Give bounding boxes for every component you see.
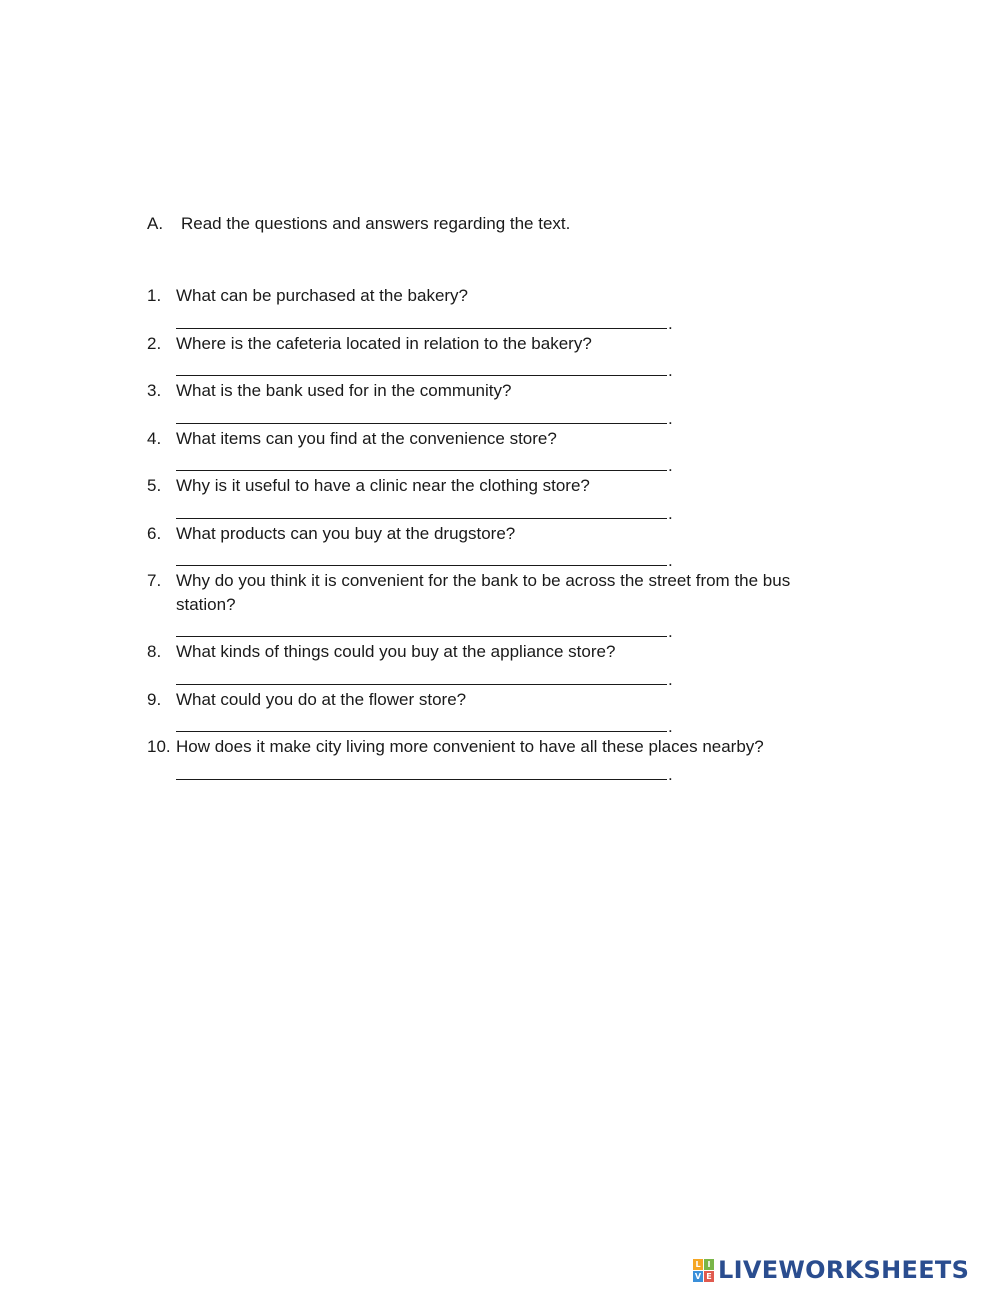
question-item <box>147 332 847 380</box>
answer-rule[interactable] <box>176 406 667 424</box>
answer-rule[interactable] <box>176 762 667 780</box>
question-number: 8. <box>147 642 162 661</box>
answer-period: . <box>668 764 673 784</box>
section-instruction: Read the questions and answers regarding the text. <box>181 214 571 233</box>
answer-rule[interactable] <box>176 619 667 637</box>
liveworksheets-brand <box>693 1256 969 1284</box>
question-number: 6. <box>147 523 162 543</box>
question-text: Why is it useful to have a clinic near the clothing store? <box>176 476 590 495</box>
answer-rule[interactable] <box>176 358 667 376</box>
question-text: How does it make city living more convenient to have all these places nearby? <box>176 737 764 756</box>
answer-blank[interactable] <box>176 545 847 570</box>
logo-tile: L <box>693 1259 703 1270</box>
question-number: 3. <box>147 381 162 400</box>
answer-blank[interactable] <box>176 498 847 523</box>
question-item <box>147 379 847 428</box>
logo-tile: E <box>704 1271 714 1282</box>
answer-rule[interactable] <box>176 311 667 329</box>
answer-blank[interactable] <box>176 711 847 736</box>
question-number: 2. <box>147 333 162 353</box>
answer-period: . <box>668 503 673 523</box>
question-number: 9. <box>147 689 162 709</box>
liveworksheets-logo-icon <box>693 1259 714 1282</box>
answer-blank[interactable] <box>176 616 847 641</box>
answer-period: . <box>668 408 673 428</box>
answer-period: . <box>668 669 673 689</box>
answer-blank[interactable] <box>176 308 847 333</box>
answer-blank[interactable] <box>176 759 847 784</box>
question-text: Why do you think it is convenient for the bank to be across the street from the bus station? <box>176 571 791 614</box>
question-text: Where is the cafeteria located in relation to the bakery? <box>176 333 592 353</box>
answer-rule[interactable] <box>176 453 667 471</box>
answer-blank[interactable] <box>176 450 847 475</box>
question-item <box>147 427 847 475</box>
answer-rule[interactable] <box>176 501 667 519</box>
brand-wordmark: LIVEWORKSHEETS <box>718 1256 970 1284</box>
answer-rule[interactable] <box>176 714 667 732</box>
answer-period: . <box>668 717 673 736</box>
question-text: What kinds of things could you buy at the appliance store? <box>176 642 616 661</box>
question-number: 5. <box>147 476 162 495</box>
answer-rule[interactable] <box>176 667 667 685</box>
question-item <box>147 640 847 689</box>
question-number: 10. <box>147 737 171 756</box>
question-item <box>147 474 847 523</box>
question-item <box>147 688 847 736</box>
answer-blank[interactable] <box>176 403 847 428</box>
answer-rule[interactable] <box>176 548 667 566</box>
question-text: What could you do at the flower store? <box>176 689 467 709</box>
section-heading <box>147 213 570 235</box>
answer-period: . <box>668 551 673 570</box>
question-text: What items can you find at the convenience store? <box>176 428 557 448</box>
answer-blank[interactable] <box>176 664 847 689</box>
question-item <box>147 284 847 333</box>
question-item <box>147 522 847 570</box>
answer-period: . <box>668 361 673 380</box>
logo-tile: I <box>704 1259 714 1270</box>
answer-period: . <box>668 622 673 641</box>
question-item <box>147 569 847 641</box>
question-number: 4. <box>147 428 162 448</box>
question-item <box>147 735 847 784</box>
question-text: What products can you buy at the drugstore? <box>176 523 516 543</box>
answer-period: . <box>668 313 673 333</box>
answer-period: . <box>668 456 673 475</box>
answer-blank[interactable] <box>176 355 847 380</box>
question-text: What can be purchased at the bakery? <box>176 286 469 305</box>
question-text: What is the bank used for in the community? <box>176 381 512 400</box>
question-number: 1. <box>147 286 162 305</box>
question-list <box>147 284 847 783</box>
question-number: 7. <box>147 571 162 590</box>
section-letter: A. <box>147 214 164 233</box>
logo-tile: V <box>694 1271 702 1281</box>
